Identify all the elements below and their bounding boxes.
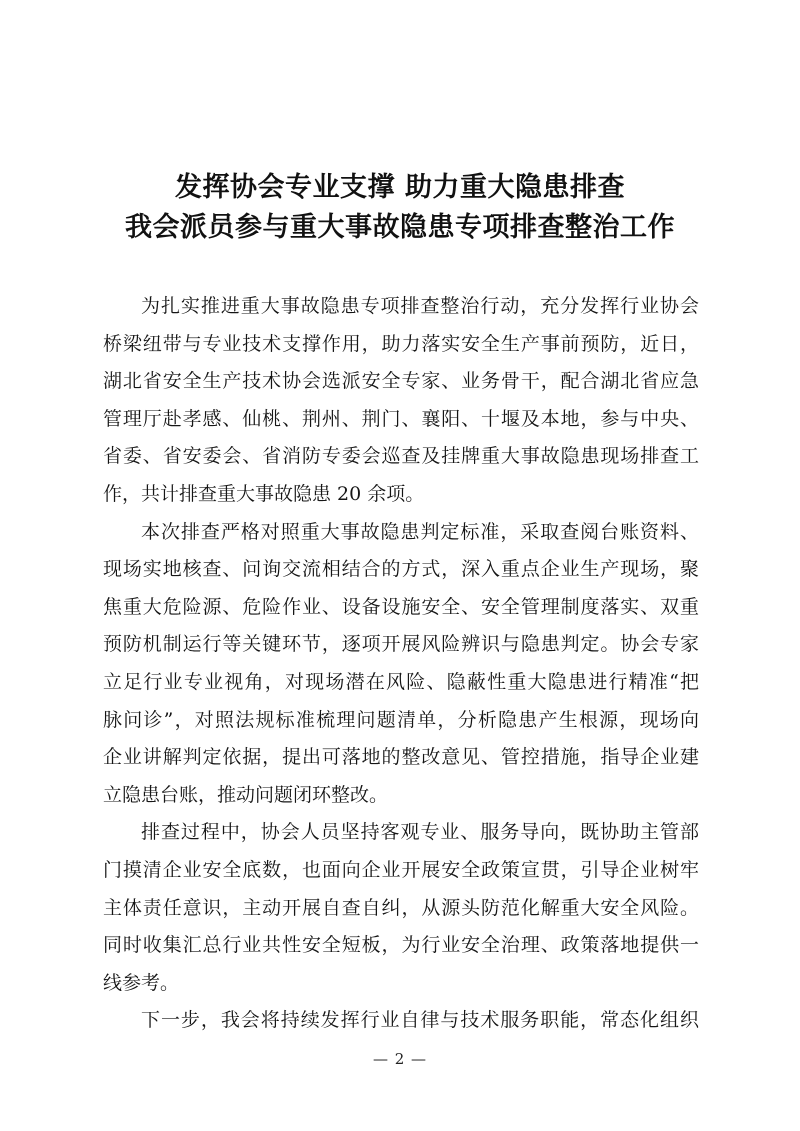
paragraph-2 [103, 514, 699, 815]
text-line: 管理厅赴孝感、仙桃、荆州、荆门、襄阳、十堰及本地，参与中央、 [103, 407, 699, 430]
text-line: 预防机制运行等关键环节，逐项开展风险辨识与隐患判定。协会专家 [103, 633, 699, 656]
text-line: 企业讲解判定依据，提出可落地的整改意见、管控措施，指导企业建 [103, 746, 699, 769]
page-number: — 2 — [372, 1050, 428, 1068]
text-line: 同时收集汇总行业共性安全短板，为行业安全治理、政策落地提供一 [103, 934, 699, 957]
paragraph-4 [103, 1002, 699, 1040]
text-line: 线参考。 [103, 971, 180, 994]
text-line: 为扎实推进重大事故隐患专项排查整治行动，充分发挥行业协会 [141, 295, 699, 317]
text-line: 焦重大危险源、危险作业、设备设施安全、安全管理制度落实、双重 [103, 595, 699, 618]
text-line: 本次排查严格对照重大事故隐患判定标准，采取查阅台账资料、 [141, 520, 699, 543]
text-line: 脉问诊”，对照法规标准梳理问题清单，分析隐患产生根源，现场向 [103, 708, 699, 731]
text-line: 作，共计排查重大事故隐患 20 余项。 [103, 482, 425, 505]
title-line-1: 发挥协会专业支撑 助力重大隐患排查 [175, 172, 625, 203]
text-line: 湖北省安全生产技术协会选派安全专家、业务骨干，配合湖北省应急 [103, 370, 699, 393]
text-line: 桥梁纽带与专业技术支撑作用，助力落实安全生产事前预防，近日， [103, 332, 699, 355]
paragraph-1 [103, 288, 699, 514]
text-line: 现场实地核查、问询交流相结合的方式，深入重点企业生产现场，聚 [103, 558, 699, 581]
text-line: 立隐患台账，推动问题闭环整改。 [103, 783, 389, 806]
text-line: 省委、省安委会、省消防专委会巡查及挂牌重大事故隐患现场排查工 [103, 445, 699, 468]
paragraph-3 [103, 814, 699, 1002]
text-line: 排查过程中，协会人员坚持客观专业、服务导向，既协助主管部 [141, 821, 699, 844]
text-line: 立足行业专业视角，对现场潜在风险、隐蔽性重大隐患进行精准“把 [103, 670, 699, 693]
text-line: 主体责任意识，主动开展自查自纠，从源头防范化解重大安全风险。 [103, 896, 699, 919]
title-line-2: 我会派员参与重大事故隐患专项排查整治工作 [125, 212, 675, 243]
document-title [0, 168, 800, 248]
document-body [103, 288, 699, 1040]
text-line: 门摸清企业安全底数，也面向企业开展安全政策宣贯，引导企业树牢 [103, 858, 699, 881]
text-line: 下一步，我会将持续发挥行业自律与技术服务职能，常态化组织 [141, 1009, 699, 1032]
